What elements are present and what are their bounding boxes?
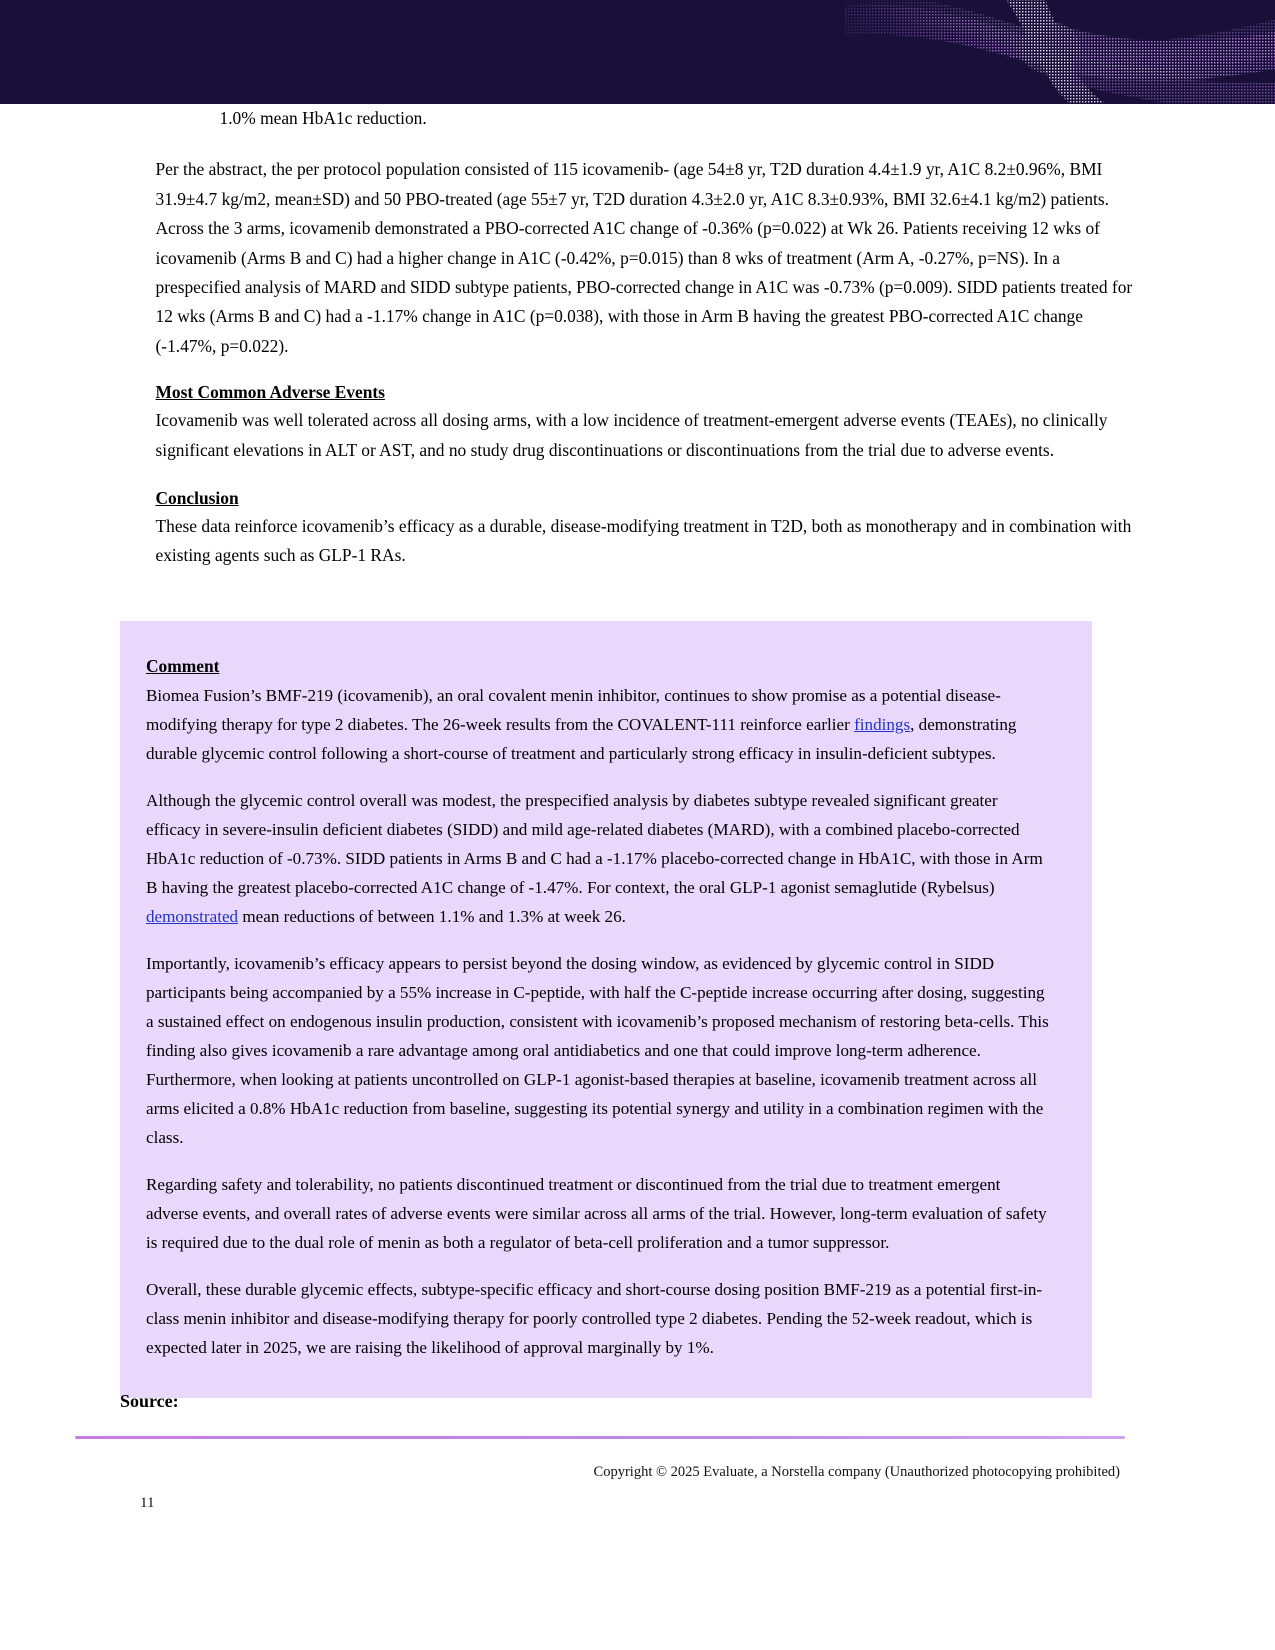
conclusion-section bbox=[156, 485, 1138, 571]
adverse-events-paragraph: Icovamenib was well tolerated across all dosing arms, with a low incidence of treatment-emergent adverse events (TEAEs), no clinically significant elevations in ALT or AST, and no study drug discontinuations or discontinuations from the trial due to adverse events. bbox=[155, 410, 1108, 460]
comment-paragraph-2 bbox=[146, 786, 1050, 931]
page-content bbox=[0, 104, 1275, 1511]
findings-link[interactable]: findings bbox=[854, 715, 911, 734]
comment-p2-text-after-link: mean reductions of between 1.1% and 1.3% at week 26. bbox=[238, 907, 626, 926]
conclusion-heading: Conclusion bbox=[155, 488, 239, 509]
conclusion-paragraph: These data reinforce icovamenib’s efficacy as a durable, disease-modifying treatment in T2D, both as monotherapy and in combination with existing agents such as GLP-1 RAs. bbox=[155, 516, 1132, 566]
comment-paragraph-5: Overall, these durable glycemic effects, subtype-specific efficacy and short-course dosing position BMF-219 as a potential first-in-class menin inhibitor and disease-modifying therapy for poorly controlled type 2 diabetes. Pending the 52-week readout, which is expected later in 2025, we are raising the likelihood of approval marginally by 1%. bbox=[146, 1280, 1043, 1357]
demonstrated-link[interactable]: demonstrated bbox=[146, 907, 239, 926]
adverse-events-section bbox=[156, 379, 1138, 465]
abstract-paragraph: Per the abstract, the per protocol population consisted of 115 icovamenib- (age 54±8 yr, T2D duration 4.4±1.9 yr, A1C 8.2±0.96%, BMI 31.9±4.7 kg/m2, mean±SD) and 50 PBO-treated (age 55±7 yr, T2D duration 4.3±2.0 yr, A1C 8.3±0.93%, BMI 32.6±4.1 kg/m2) patients. Across the 3 arms, icovamenib demonstrated a PBO-corrected A1C change of -0.36% (p=0.022) at Wk 26. Patients receiving 12 wks of icovamenib (Arms B and C) had a higher change in A1C (-0.42%, p=0.015) than 8 wks of treatment (Arm A, -0.27%, p=NS). In a prespecified analysis of MARD and SIDD subtype patients, PBO-corrected change in A1C was -0.73% (p=0.009). SIDD patients treated for 12 wks (Arms B and C) had a -1.17% change in A1C (p=0.038), with those in Arm B having the greatest PBO-corrected A1C change (-1.47%, p=0.022). bbox=[155, 159, 1133, 356]
page-header-banner bbox=[0, 0, 1275, 104]
intro-continued-paragraph: 1.0% mean HbA1c reduction. bbox=[219, 108, 427, 128]
comment-paragraph-4: Regarding safety and tolerability, no patients discontinued treatment or discontinued from the trial due to treatment emergent adverse events, and overall rates of adverse events were similar across all arms of the trial. However, long-term evaluation of safety is required due to the dual role of menin as both a regulator of beta-cell proliferation and a tumor suppressor. bbox=[146, 1175, 1047, 1252]
page-number: 11 bbox=[140, 1495, 155, 1511]
comment-paragraph-3: Importantly, icovamenib’s efficacy appears to persist beyond the dosing window, as evidenced by glycemic control in SIDD participants being accompanied by a 55% increase in C-peptide, with half the C-peptide increase occurring after dosing, suggesting a sustained effect on endogenous insulin production, consistent with icovamenib’s proposed mechanism of restoring beta-cells. This finding also gives icovamenib a rare advantage among oral antidiabetics and one that could improve long-term adherence. Furthermore, when looking at patients uncontrolled on GLP-1 agonist-based therapies at baseline, icovamenib treatment across all arms elicited a 0.8% HbA1c reduction from baseline, suggesting its potential synergy and utility in a combination regimen with the class. bbox=[146, 954, 1049, 1147]
particle-wave-graphic bbox=[845, 0, 1275, 104]
source-label: Source: bbox=[120, 1391, 179, 1411]
copyright-notice: Copyright © 2025 Evaluate, a Norstella company (Unauthorized photocopying prohibited) bbox=[593, 1464, 1120, 1480]
comment-p1-text-before-link: Biomea Fusion’s BMF-219 (icovamenib), an oral covalent menin inhibitor, continues to show promise as a potential disease-modifying therapy for type 2 diabetes. The 26-week results from the COVALENT-111 reinforce earlier bbox=[146, 686, 1001, 734]
comment-callout-box bbox=[120, 621, 1092, 1398]
adverse-events-heading: Most Common Adverse Events bbox=[155, 382, 385, 403]
comment-heading: Comment bbox=[146, 656, 220, 676]
footer-divider bbox=[75, 1436, 1125, 1439]
comment-paragraph-1 bbox=[146, 681, 1050, 768]
comment-p2-text-before-link: Although the glycemic control overall was modest, the prespecified analysis by diabetes subtype revealed significant greater efficacy in severe-insulin deficient diabetes (SIDD) and mild age-related diabetes (MARD), with a combined placebo-corrected HbA1c reduction of -0.73%. SIDD patients in Arms B and C had a -1.17% placebo-corrected change in HbA1C, with those in Arm B having the greatest placebo-corrected A1C change of -1.47%. For context, the oral GLP-1 agonist semaglutide (Rybelsus) bbox=[146, 791, 1043, 897]
comment-p1-text-after-link: , demonstrating durable glycemic control following a short-course of treatment and particularly strong efficacy in insulin-deficient subtypes. bbox=[146, 715, 1017, 763]
article-body bbox=[138, 104, 1138, 571]
